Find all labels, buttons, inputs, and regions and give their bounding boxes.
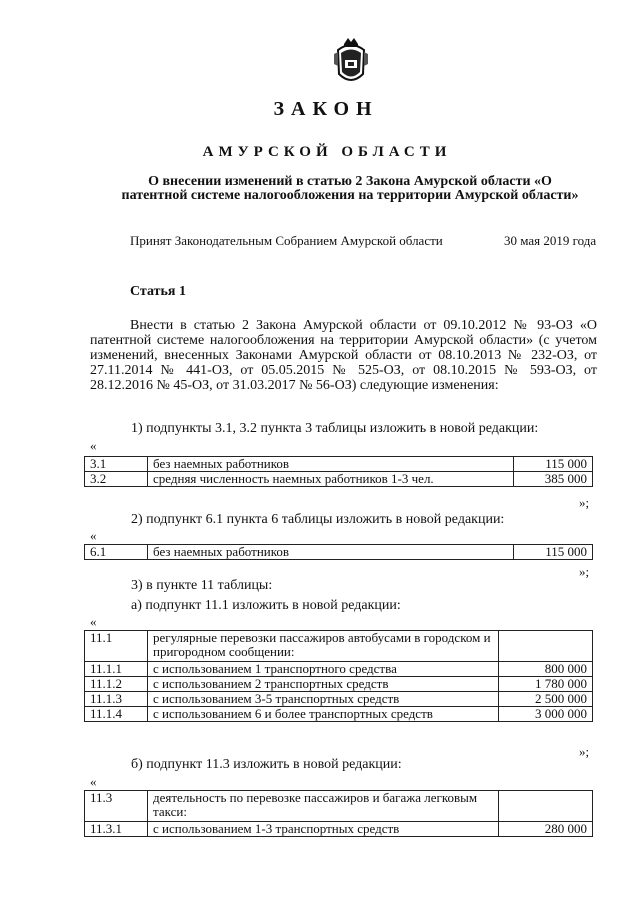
table-row [85, 631, 593, 662]
table-item-1 [84, 456, 593, 487]
row-name: с использованием 6 и более транспортных средств [148, 707, 499, 722]
row-code: 11.1 [85, 631, 148, 662]
item-3b-text: б) подпункт 11.3 изложить в новой редакции: [131, 757, 402, 772]
table-row [85, 677, 593, 692]
row-name: без наемных работников [148, 457, 514, 472]
row-name: с использованием 3-5 транспортных средств [148, 692, 499, 707]
row-value: 385 000 [514, 472, 593, 487]
row-name: без наемных работников [148, 545, 514, 560]
row-value: 1 780 000 [499, 677, 593, 692]
row-value [499, 631, 593, 662]
row-value: 3 000 000 [499, 707, 593, 722]
row-code: 11.1.3 [85, 692, 148, 707]
open-quote: « [90, 614, 97, 629]
table-row [85, 692, 593, 707]
open-quote: « [90, 528, 97, 543]
table-row [85, 457, 593, 472]
row-value: 2 500 000 [499, 692, 593, 707]
item-2-text: 2) подпункт 6.1 пункта 6 таблицы изложить в новой редакции: [131, 512, 505, 527]
item-3-text: 3) в пункте 11 таблицы: [131, 578, 273, 593]
article-intro: Внести в статью 2 Закона Амурской области от 09.10.2012 № 93-ОЗ «О патентной системе налогообложения на территории Амурской области» (с учетом изменений, внесенных Законами Амурской области от 08.10.2013 № 232-ОЗ, от 27.11.2014 № 441-ОЗ, от 05.05.2015 № 525-ОЗ, от 08.10.2015 № 593-ОЗ, от 28.12.2016 № 45-ОЗ, от 31.03.2017 № 56-ОЗ) следующие изменения: [90, 318, 597, 393]
open-quote: « [90, 774, 97, 789]
region-title: АМУРСКОЙ ОБЛАСТИ [202, 144, 452, 160]
table-row [85, 545, 593, 560]
table-item-2 [84, 544, 593, 560]
row-code: 11.3.1 [85, 822, 148, 837]
row-name: средняя численность наемных работников 1-3 чел. [148, 472, 514, 487]
item-1-text: 1) подпункты 3.1, 3.2 пункта 3 таблицы изложить в новой редакции: [131, 421, 539, 436]
close-quote: »; [579, 495, 590, 510]
law-title: ЗАКОН [273, 98, 379, 120]
table-item-3b [84, 790, 593, 837]
row-value: 115 000 [514, 545, 593, 560]
table-row [85, 791, 593, 822]
row-name: с использованием 1 транспортного средства [148, 662, 499, 677]
article-heading: Статья 1 [130, 284, 186, 299]
open-quote: « [90, 438, 97, 453]
row-name: с использованием 1-3 транспортных средств [148, 822, 499, 837]
row-value: 280 000 [499, 822, 593, 837]
row-code: 11.1.4 [85, 707, 148, 722]
table-row [85, 472, 593, 487]
table-row [85, 707, 593, 722]
row-value: 115 000 [514, 457, 593, 472]
law-subject: О внесении изменений в статью 2 Закона Амурской области «О патентной системе налогообложения на территории Амурской области» [121, 174, 579, 203]
item-3a-text: а) подпункт 11.1 изложить в новой редакции: [131, 598, 401, 613]
table-row [85, 822, 593, 837]
row-name: деятельность по перевозке пассажиров и багажа легковым такси: [148, 791, 499, 822]
row-name: регулярные перевозки пассажиров автобусами в городском и пригородном сообщении: [148, 631, 499, 662]
close-quote: »; [579, 744, 590, 759]
row-code: 11.3 [85, 791, 148, 822]
table-row [85, 662, 593, 677]
row-value [499, 791, 593, 822]
row-value: 800 000 [499, 662, 593, 677]
close-quote: »; [579, 564, 590, 579]
row-code: 3.1 [85, 457, 148, 472]
row-code: 11.1.1 [85, 662, 148, 677]
coat-of-arms-icon [330, 36, 372, 88]
row-name: с использованием 2 транспортных средств [148, 677, 499, 692]
adopted-by: Принят Законодательным Собранием Амурской области [130, 233, 443, 248]
row-code: 6.1 [85, 545, 148, 560]
row-code: 11.1.2 [85, 677, 148, 692]
table-item-3a [84, 630, 593, 722]
adopted-date: 30 мая 2019 года [504, 233, 597, 248]
row-code: 3.2 [85, 472, 148, 487]
